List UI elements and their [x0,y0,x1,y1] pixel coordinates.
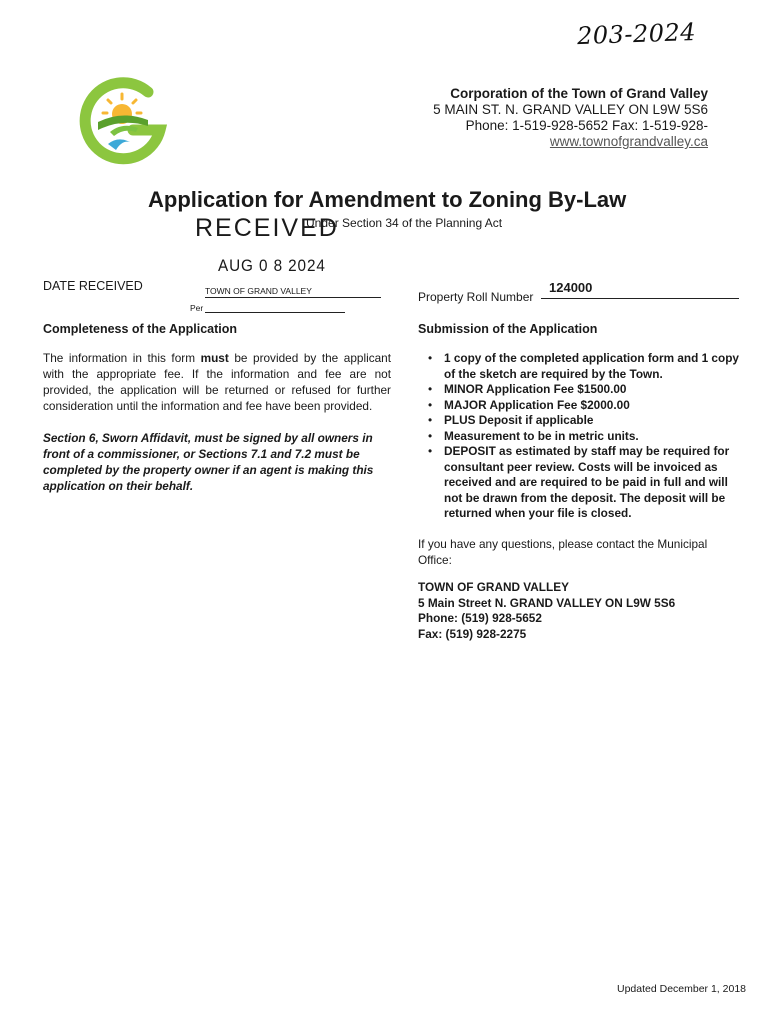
property-roll-number-value: 124000 [549,280,593,295]
organization-name: Corporation of the Town of Grand Valley [450,86,708,101]
completeness-section [43,350,391,494]
received-stamp-per-field [190,303,345,313]
completeness-text-part: be provided by the applicant with the appropriate fee. If the information and fee are not provided, the application will be returned or refused for further consideration until the information and fee have been provided. [43,351,391,413]
submission-heading: Submission of the Application [418,322,598,336]
date-received-label: DATE RECEIVED [43,279,143,293]
completeness-heading: Completeness of the Application [43,322,238,336]
organization-phone-fax: Phone: 1-519-928-5652 Fax: 1-519-928- [465,118,708,133]
submission-item-copies: • 1 copy of the completed application form and 1 copy of the sketch are required by the Town. [432,351,748,382]
received-stamp: RECEIVED [195,214,339,242]
organization-header [433,86,708,150]
document-subtitle: Under Section 34 of the Planning Act [306,216,503,230]
completeness-emphasis: must [200,351,229,365]
property-roll-number-label: Property Roll Number [418,290,534,304]
submission-item-metric: • Measurement to be in metric units. [432,429,748,445]
submission-requirements-list [418,351,748,522]
completeness-paragraph [43,350,391,414]
contact-name: TOWN OF GRAND VALLEY [418,580,569,594]
submission-item-major-fee: • MAJOR Application Fee $2000.00 [432,398,748,414]
contact-block [418,580,675,642]
contact-address: 5 Main Street N. GRAND VALLEY ON L9W 5S6 [418,595,676,610]
contact-phone: Phone: (519) 928-5652 [418,611,542,625]
organization-website-link[interactable]: www.townofgrandvalley.ca [549,134,708,149]
town-logo-icon [78,70,168,170]
sworn-affidavit-note: Section 6, Sworn Affidavit, must be signed by all owners in front of a commissioner, or Sections 7.1 and 7.2 must be completed by the property owner if an agent is making this application on their behalf. [43,431,374,493]
questions-note: If you have any questions, please contact the Municipal Office: [418,537,708,567]
property-roll-number-field[interactable] [541,272,739,299]
received-stamp-town: TOWN OF GRAND VALLEY [205,286,381,298]
submission-item-deposit: • PLUS Deposit if applicable [432,413,748,429]
contact-fax: Fax: (519) 928-2275 [418,626,527,641]
received-stamp-date: AUG 0 8 2024 [218,256,326,275]
submission-item-minor-fee: • MINOR Application Fee $1500.00 [432,382,748,398]
organization-address: 5 MAIN ST. N. GRAND VALLEY ON L9W 5S6 [433,102,708,117]
received-stamp-per-label: Per [190,303,204,313]
updated-date: Updated December 1, 2018 [617,983,746,995]
submission-item-peer-review: • DEPOSIT as estimated by staff may be required for consultant peer review. Costs will be invoiced as received and are required to be paid in full and will not be drawn from the deposit. The deposit will be returned when your file is closed. [432,444,748,522]
document-title: Application for Amendment to Zoning By-Law [148,187,627,212]
submission-section [418,351,748,522]
per-signature-line [205,312,345,313]
completeness-text-part: The information in this form [43,351,201,365]
handwritten-file-number: 203-2024 [576,17,697,51]
